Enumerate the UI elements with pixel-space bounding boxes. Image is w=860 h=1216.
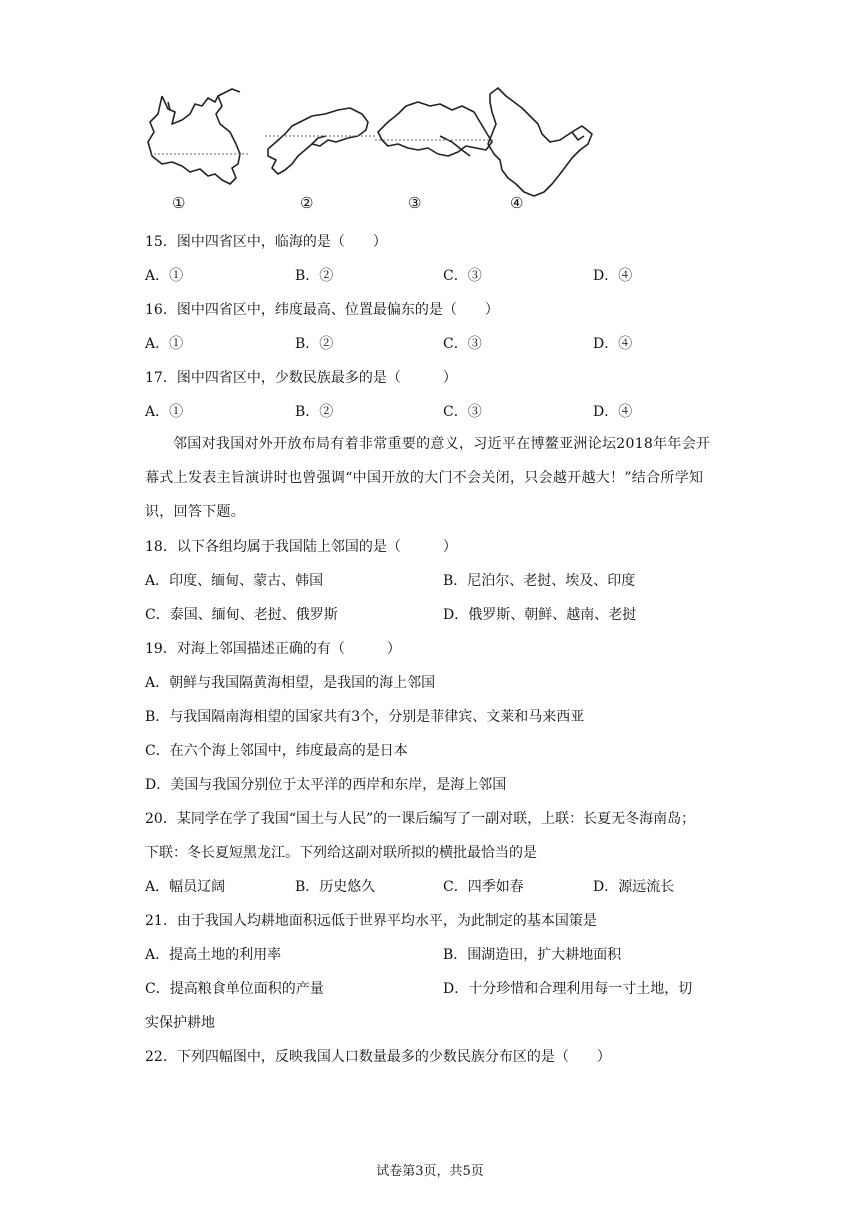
question-20-stem-line2: 下联：冬长夏短黑龙江。下列给这副对联所拟的横批最恰当的是 [145,845,537,861]
q19-option-c[interactable]: C．在六个海上邻国中，纬度最高的是日本 [145,743,408,759]
question-stem: 图中四省区中，少数民族最多的是（ ） [176,370,457,386]
q17-option-b[interactable]: B．② [295,404,334,420]
q21-option-a[interactable]: A．提高土地的利用率 [145,947,282,963]
map-label-2: ② [300,194,314,212]
reading-passage: 邻国对我国对外开放布局有着非常重要的意义，习近平在博鳌亚洲论坛2018年年会开幕式上发表主旨演讲时也曾强调“中国开放的大门不会关闭，只会越开越大！”结合所学知识，回答下题。 [145,436,711,520]
q18-option-a[interactable]: A．印度、缅甸、蒙古、韩国 [145,573,324,589]
question-stem: 图中四省区中，纬度最高、位置最偏东的是（ ） [176,302,499,318]
question-number: 16． [145,302,177,318]
question-21-stem: 21．由于我国人均耕地面积远低于世界平均水平，为此制定的基本国策是 [145,913,597,929]
q15-option-a[interactable]: A．① [145,268,184,284]
question-22-stem: 22．下列四幅图中，反映我国人口数量最多的少数民族分布区的是（ ） [145,1049,611,1065]
province-outline-figure [140,84,610,214]
q16-option-b[interactable]: B．② [295,336,334,352]
q20-option-b[interactable]: B．历史悠久 [295,879,376,895]
q17-option-d[interactable]: D．④ [593,404,633,420]
question-stem: 图中四省区中，临海的是（ ） [176,234,387,250]
q18-option-d[interactable]: D．俄罗斯、朝鲜、越南、老挝 [443,607,637,623]
q20-option-c[interactable]: C．四季如春 [443,879,524,895]
question-number: 17． [145,370,177,386]
province-outline-maps [140,84,610,214]
q15-option-c[interactable]: C．③ [443,268,482,284]
map-label-3: ③ [408,194,422,212]
q16-option-a[interactable]: A．① [145,336,184,352]
q15-option-d[interactable]: D．④ [593,268,633,284]
q17-option-c[interactable]: C．③ [443,404,482,420]
q17-option-a[interactable]: A．① [145,404,184,420]
q21-option-d-continuation: 实保护耕地 [145,1015,215,1031]
q18-option-c[interactable]: C．泰国、缅甸、老挝、俄罗斯 [145,607,338,623]
q19-option-d[interactable]: D．美国与我国分别位于太平洋的西岸和东岸，是海上邻国 [145,777,507,793]
q21-option-b[interactable]: B．围湖造田，扩大耕地面积 [443,947,622,963]
map-label-4: ④ [510,194,524,212]
question-17 [145,367,457,387]
q16-option-c[interactable]: C．③ [443,336,482,352]
q16-option-d[interactable]: D．④ [593,336,633,352]
q20-option-d[interactable]: D．源远流长 [593,879,675,895]
map-label-1: ① [172,194,186,212]
q15-option-b[interactable]: B．② [295,268,334,284]
q21-option-c[interactable]: C．提高粮食单位面积的产量 [145,981,324,997]
question-15 [145,231,387,251]
q18-option-b[interactable]: B．尼泊尔、老挝、埃及、印度 [443,573,636,589]
q19-option-b[interactable]: B．与我国隔南海相望的国家共有3个，分别是菲律宾、文莱和马来西亚 [145,709,585,725]
q19-option-a[interactable]: A．朝鲜与我国隔黄海相望，是我国的海上邻国 [145,675,436,691]
q21-option-d[interactable]: D．十分珍惜和合理利用每一寸土地，切 [443,981,693,997]
question-20-stem-line1: 20．某同学在学了我国“国土与人民”的一课后编写了一副对联，上联：长夏无冬海南岛； [145,811,696,827]
question-18-stem: 18．以下各组均属于我国陆上邻国的是（ ） [145,539,457,555]
question-number: 15． [145,234,177,250]
q20-option-a[interactable]: A．幅员辽阔 [145,879,226,895]
question-16 [145,299,499,319]
page-footer: 试卷第3页，共5页 [376,1164,484,1179]
question-19-stem: 19．对海上邻国描述正确的有（ ） [145,641,401,657]
